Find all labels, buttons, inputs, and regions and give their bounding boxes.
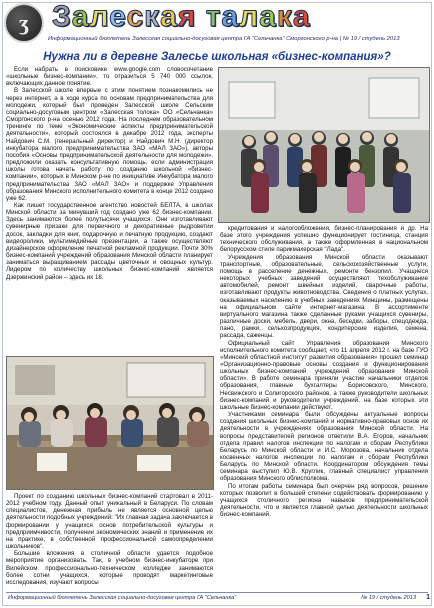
paragraph: кредитования и налогообложения, бизнес-планирования и др. На базе этого учреждения успешно функционирует гостиница, станция технического обслуживания, а также оформленная в национальном белорусском стиле парикмахерская "Лада". bbox=[220, 225, 428, 254]
paragraph: Если набрать в поисковике www.google.com словосочетание «школьные бизнес-компании», то отразиться 5 740 000 ссылок, включающих данное понятие. bbox=[6, 66, 213, 88]
article-headline: Нужна ли в деревне Залесье школьная «бизнес-компания»? bbox=[43, 51, 391, 63]
paragraph: Проект по созданию школьных бизнес-компаний стартовал в 2011-2012 учебном году. Данный опыт уникальный в Беларуси. По словам специалистов, денежная прибыль не является основной целью деятельности подобных учреждений: "Их главная задача заключается в формировании у учащихся основ потребительской культуры и предприимчивости, получении экономических знаний и применение их на практике, в собственной профессиональной самоопределении школьников". bbox=[6, 493, 213, 551]
title-letter: к bbox=[144, 0, 161, 33]
title-letter: л bbox=[89, 0, 110, 33]
paragraph: В Залесской школе впервые с этим понятием познакомились не через интернет, а в ходе курса по основам предпринимательства для молодежи, который был проведен Залесской школе Сельским социально-досуговым центром «Залесская толока» ОО «Сельчанка» Сморгонского р-на осенью 2012 года. На последнем образовательном тренинге по теме «Экономические аспекты предпринимательской деятельности», который состоялся в декабре 2012 года, эксперты Найдович С.М. (генеральный директор) и Найдович М.Н. (директор инкубатора малого предпринимательства ЗАО «МАЛ ЗАО»), авторы пособия «Основы предпринимательской деятельности для молодежи», предложили оказать консультативную помощь, если администрация школы готова начать работу по созданию школьной «бизнес-компании», которых в Минском р-не по инициативе Инкубатора малого предпринимательства ЗАО «МАЛ ЗАО» и поддержке Управления образования Минского исполнительного комитета в конце 2012 создано уже 62. bbox=[6, 87, 213, 202]
paragraph: По итогам работы семинара был очерчен ряд вопросов, решение которых позволит в большей степени содействовать формированию у учащихся столичного региона навыков предпринимательской деятельности, что и является главной целью деятельности школьных бизнес-компаний. bbox=[220, 482, 428, 519]
article-column-left-bottom bbox=[6, 493, 213, 590]
title-letter: а bbox=[71, 0, 90, 33]
title-letter: л bbox=[239, 0, 260, 33]
title-letter: а bbox=[259, 0, 277, 33]
classroom-photo bbox=[6, 356, 214, 490]
newsletter-logo: ʒ bbox=[4, 3, 44, 43]
article-column-left-top bbox=[6, 66, 213, 353]
title-letter: а bbox=[221, 0, 240, 33]
paragraph: Большие вложения в столичной области удается подобное мероприятие организовать. Так, в учебном бизнес-инкубаторе при Вилейском профессионально-техническом колледже занимаются более сотни учащихся, которые проводят маркетинговые исследования, изучают вопросы bbox=[6, 550, 213, 586]
classroom-photo-illustration bbox=[7, 357, 213, 489]
newsletter-title bbox=[52, 0, 432, 34]
title-letter: З bbox=[52, 0, 72, 33]
paragraph: Участниками семинара были обсуждены актуальные вопросы создания школьных бизнес-компаний и нормативно-правовых основ их деятельности в учреждениях образования Минской области. На вопросы представителей регионов ответили В.А. Егоров, начальник отдела правил налогов инспекции по налогам и сборам Республики Беларусь по Минской области и И.С. Морозова, начальник отдела косвенных налогов инспекции по налогам и сборам Республики Беларусь по Минской области. Координатором обсуждения темы семинара выступил Ю.В. Круглик, главный специалист управления образования Минского облисполкома. bbox=[220, 411, 428, 483]
masthead-subline: Информационный бюллетень Залесская социально-досуговая центра ГА "Сельчанка" Сморгонского р-на | № 19 / студень 2013 bbox=[48, 36, 400, 42]
paragraph: Как пишет государственное агентство новостей БЕЛТА, в школах Минской области за минувший год создано уже 62 бизнес-компании. Здесь занимаются более полутысячи учащихся. Они изготавливают сувенирные призаки для первичного и декоративные рыдроветии досок, закладки для книг, подарочную и печатную продукцию, создают видеоролики, мультимедийные презентации, а также осуществляют дизайнерское оформление печатной рекламной продукции. Почти 30% бизнес-компаний учреждений образования Минской области планирует заниматься выращиванием рассады цветочных и овощных культур. Лидером по количеству школьных бизнес-компаний является Дзержинский район – здесь их 18. bbox=[6, 201, 213, 281]
title-letter: я bbox=[177, 0, 197, 33]
page-footer bbox=[0, 591, 434, 605]
footer-divider bbox=[6, 592, 428, 593]
footer-publication: Информационный бюллетень Залесская социально-досуговая центра ГА "Сельчанка" bbox=[8, 595, 237, 601]
footer-issue: № 19 / студень 2013 bbox=[361, 595, 416, 601]
paragraph: Учреждения образования Минской области оказывают транспортные, образовательные, сельскохозяйственные услуги, помощь в расселение денежных, ремонте бензопил. Учащиеся некоторых учебных заведений осуществляют техобслуживание автомобилей, ремонт швейных изделий, сварочные работы, изготавливают продукты животноводства. Сведения о платных услугах, оказываемых населению в учебных заведениях Минщины, размещены на официальном сайте интернет-магазина. В ассортименте виртуального магазина также сделанные руками учащихся сувениры, различные доски, мебель, двери, окна, беседки, заборы, спецодежда, пано, рамки, сельхозпродукция, кондитерские изделия, семена, рассада, саженцы. bbox=[220, 253, 428, 340]
title-space bbox=[196, 0, 205, 33]
title-letter: т bbox=[205, 0, 222, 33]
group-photo-illustration bbox=[219, 68, 429, 222]
paragraph: Официальный сайт Управления образования Минского исполнительного комитета сообщает, что 11 апреля 2012 г. на базе ГУО «Минский областной институт развития образования» прошел семинар «Организационно-правовые основы создания и функционирования школьных бизнес-компаний учреждений образования Минской области». В работе семинара приняли участие начальники отделов образования, главные бухгалтеры Борисовского, Минского, Несвижского и Солигорского районов, а также руководители школьных бизнес-компаний и руководители учреждений, на базе которых эти школьные бизнес-компании действуют. bbox=[220, 339, 428, 411]
title-letter: к bbox=[276, 0, 293, 33]
group-photo bbox=[218, 67, 430, 223]
title-letter: с bbox=[126, 0, 145, 33]
title-letter: е bbox=[109, 0, 127, 33]
article-column-right bbox=[220, 225, 428, 590]
page-number: 1 bbox=[426, 594, 430, 601]
masthead bbox=[0, 0, 434, 46]
title-letter: а bbox=[160, 0, 178, 33]
title-letter: а bbox=[292, 0, 311, 33]
